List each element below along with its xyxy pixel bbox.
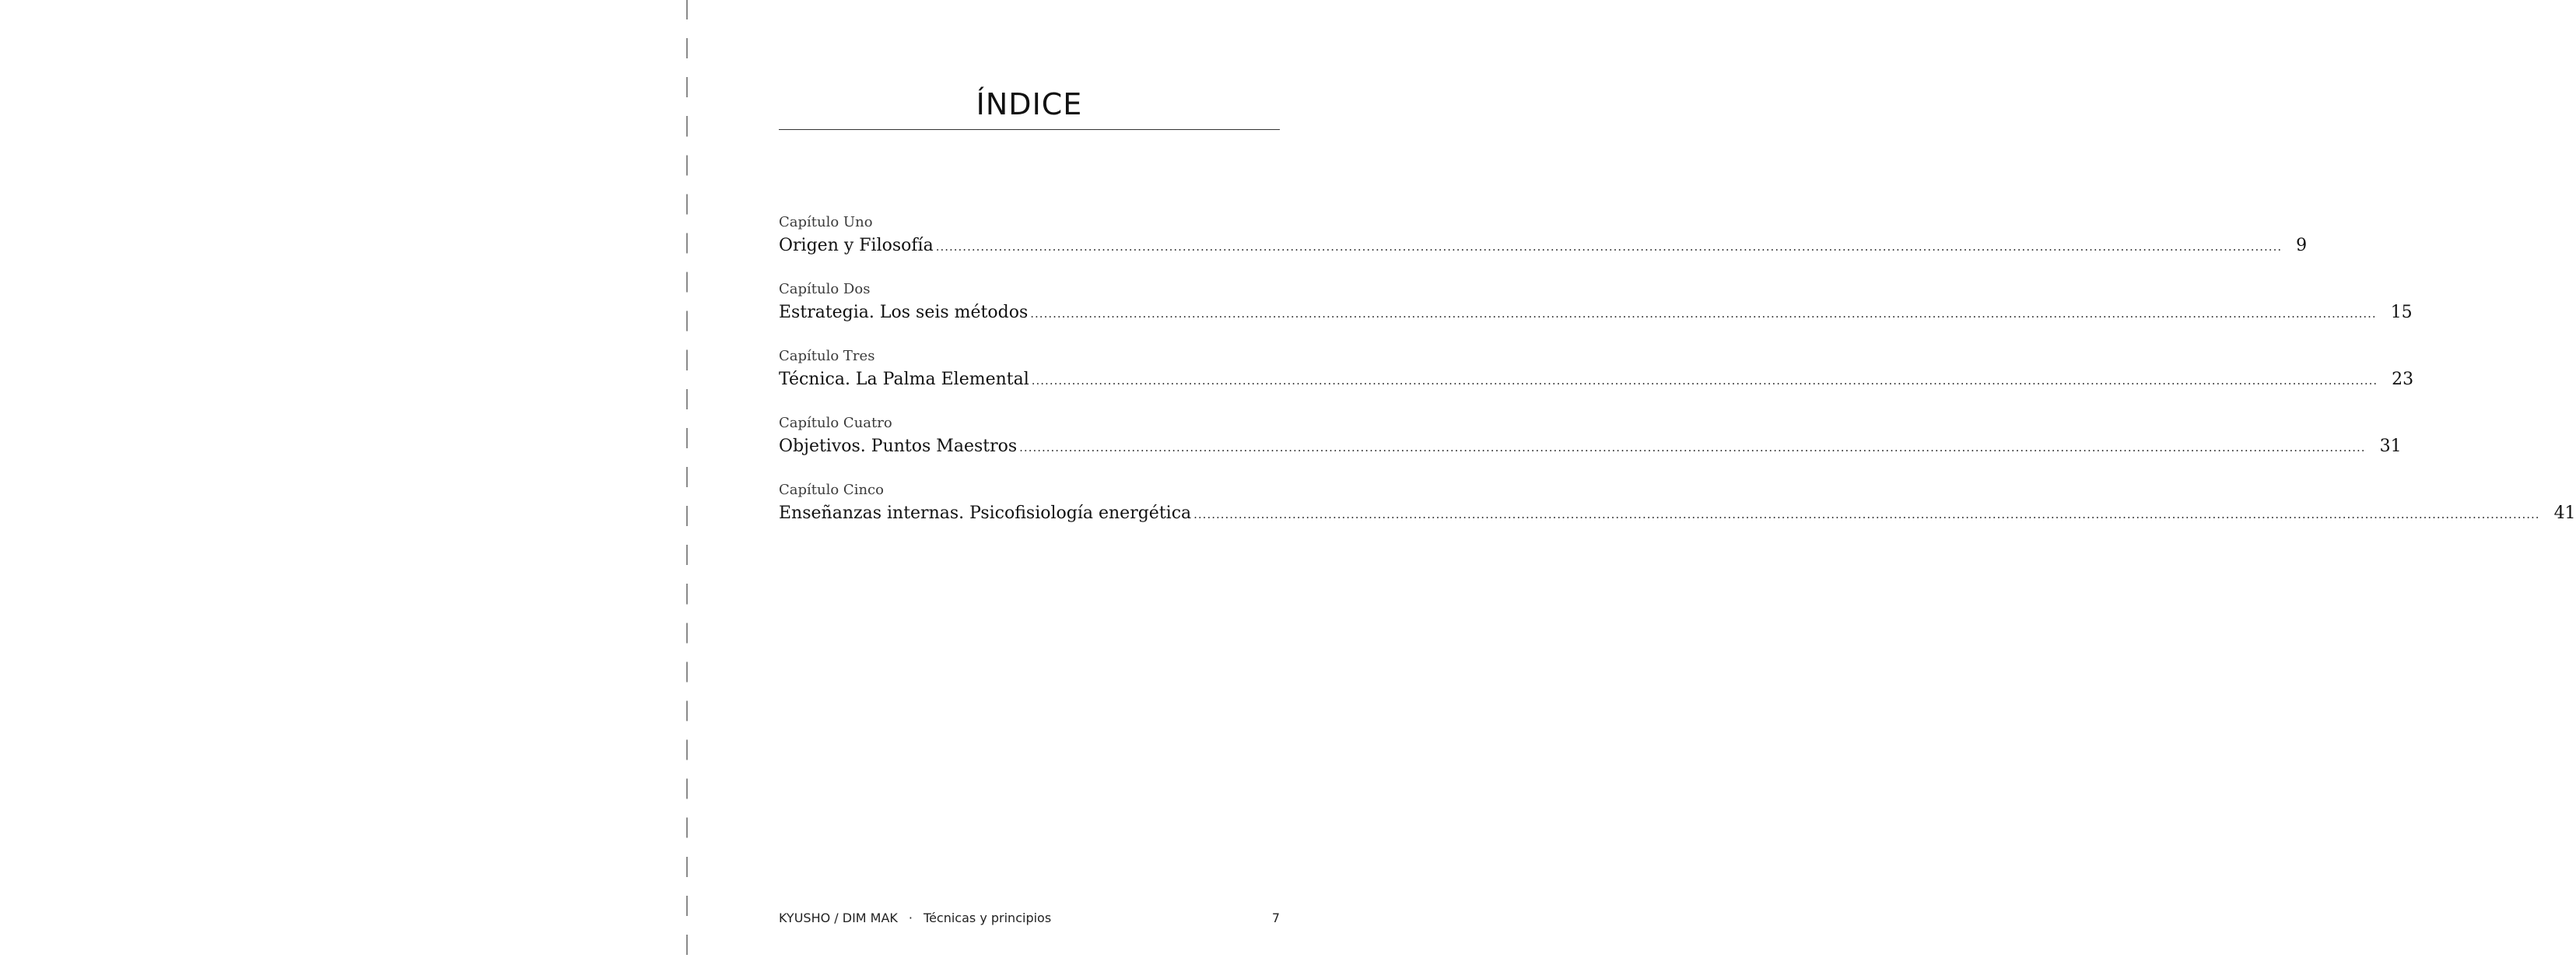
dot-leader: ............................................................................................................................................................................................................................................................................................................ bbox=[1193, 507, 2540, 521]
chapter-label: Capítulo Cinco bbox=[779, 482, 884, 498]
page-reference: 41 bbox=[2553, 504, 2576, 523]
table-of-contents bbox=[779, 213, 2576, 548]
chapter-label: Capítulo Dos bbox=[779, 281, 871, 297]
dot-leader: ............................................................................................................................................................................................................................................................................................................ bbox=[1030, 307, 2377, 321]
left-page-blank bbox=[0, 0, 685, 965]
toc-entry[interactable] bbox=[779, 347, 2414, 414]
chapter-label: Capítulo Uno bbox=[779, 214, 873, 230]
title-rule bbox=[779, 129, 1280, 130]
page-reference: 9 bbox=[2296, 236, 2308, 255]
footer-book-title: KYUSHO / DIM MAK bbox=[779, 911, 898, 925]
page-reference: 23 bbox=[2392, 370, 2414, 389]
footer-page-number: 7 bbox=[1271, 911, 1280, 925]
toc-entry-line bbox=[779, 233, 2308, 259]
toc-entry-line bbox=[779, 367, 2414, 393]
right-page bbox=[779, 0, 2576, 965]
dot-leader: ............................................................................................................................................................................................................................................................................................................ bbox=[1031, 374, 2378, 388]
dot-leader: ............................................................................................................................................................................................................................................................................................................ bbox=[935, 240, 2283, 254]
toc-entry[interactable] bbox=[779, 481, 2576, 548]
page-reference: 15 bbox=[2390, 303, 2413, 322]
toc-entry[interactable] bbox=[779, 213, 2308, 280]
toc-entry-line bbox=[779, 501, 2576, 527]
chapter-title: Técnica. La Palma Elemental bbox=[779, 370, 1029, 389]
chapter-title: Estrategia. Los seis métodos bbox=[779, 303, 1029, 322]
toc-entry-line bbox=[779, 434, 2402, 460]
chapter-title: Origen y Filosofía bbox=[779, 236, 934, 255]
footer-subtitle: Técnicas y principios bbox=[924, 911, 1052, 925]
toc-entry[interactable] bbox=[779, 280, 2413, 347]
footer-separator: · bbox=[908, 911, 913, 925]
chapter-title: Objetivos. Puntos Maestros bbox=[779, 437, 1018, 456]
fold-line bbox=[686, 0, 688, 965]
page-reference: 31 bbox=[2379, 437, 2402, 456]
dot-leader: ............................................................................................................................................................................................................................................................................................................ bbox=[1019, 440, 2366, 454]
toc-entry[interactable] bbox=[779, 414, 2402, 481]
chapter-label: Capítulo Tres bbox=[779, 348, 875, 364]
toc-entry-line bbox=[779, 300, 2413, 326]
page-title: ÍNDICE bbox=[976, 87, 1083, 121]
chapter-title: Enseñanzas internas. Psicofisiología energética bbox=[779, 504, 1192, 523]
chapter-label: Capítulo Cuatro bbox=[779, 415, 892, 431]
running-footer bbox=[779, 911, 1280, 925]
